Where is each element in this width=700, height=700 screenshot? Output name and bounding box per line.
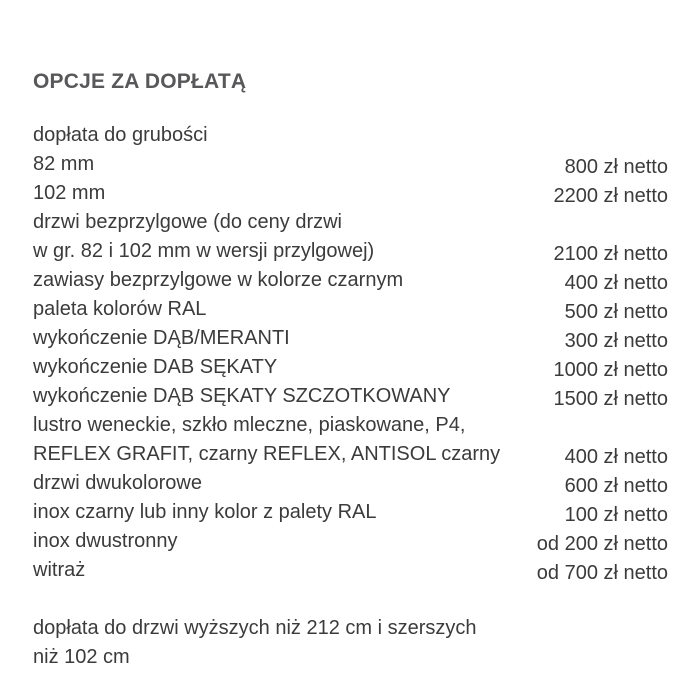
price-row [33,353,668,382]
option-description-line: zawiasy bezprzylgowe w kolorze czarnym [33,269,404,291]
option-description-line: inox czarny lub inny kolor z palety RAL [33,501,377,523]
option-description [33,556,85,585]
option-description-line: drzwi dwukolorowe [33,472,202,494]
option-price: 2100 zł netto [553,243,668,265]
option-description [33,150,94,179]
option-description [33,121,208,150]
price-row [33,266,668,295]
price-row [33,411,668,469]
price-row [33,382,668,411]
option-price: 1500 zł netto [553,388,668,410]
footer-note-line: niż 102 cm [33,646,130,668]
option-description [33,527,178,556]
option-description [33,382,451,411]
option-description [33,411,500,469]
option-price: od 200 zł netto [536,533,668,555]
option-price: 300 zł netto [564,330,668,352]
option-price: 400 zł netto [564,446,668,468]
option-price: 1000 zł netto [553,359,668,381]
price-row [33,295,668,324]
option-description-line: dopłata do grubości [33,124,208,146]
option-description-line: wykończenie DĄB/MERANTI [33,327,290,349]
option-price: 2200 zł netto [553,185,668,207]
option-description [33,295,206,324]
price-row [33,527,668,556]
price-row [33,469,668,498]
option-description-line: witraż [33,559,86,581]
price-row [33,121,668,150]
option-description [33,266,403,295]
option-description [33,353,277,382]
option-price: 500 zł netto [564,301,668,323]
page-title: OPCJE ZA DOPŁATĄ [33,70,247,93]
option-description-line: 102 mm [33,182,106,204]
option-price: od 700 zł netto [536,562,668,584]
footer-note [33,614,668,672]
option-description-line: wykończenie DĄB SĘKATY SZCZOTKOWANY [33,385,451,407]
price-row [33,208,668,266]
option-price: 600 zł netto [564,475,668,497]
price-list [33,121,668,585]
option-description-line: wykończenie DAB SĘKATY [33,356,278,378]
footer-note-line: dopłata do drzwi wyższych niż 212 cm i szerszych [33,617,477,639]
option-description-line: REFLEX GRAFIT, czarny REFLEX, ANTISOL czarny [33,443,501,465]
option-description [33,469,202,498]
price-row [33,556,668,585]
option-description-line: lustro weneckie, szkło mleczne, piaskowane, P4, [33,414,466,436]
option-description-line: inox dwustronny [33,530,178,552]
option-description [33,208,374,266]
price-row [33,498,668,527]
option-description [33,498,377,527]
option-price: 800 zł netto [564,156,668,178]
option-description [33,324,290,353]
option-description-line: 82 mm [33,153,95,175]
option-description-line: paleta kolorów RAL [33,298,207,320]
option-price: 100 zł netto [564,504,668,526]
option-description [33,179,105,208]
option-description-line: w gr. 82 i 102 mm w wersji przylgowej) [33,240,375,262]
price-row [33,324,668,353]
option-price: 400 zł netto [564,272,668,294]
price-row [33,150,668,179]
option-description-line: drzwi bezprzylgowe (do ceny drzwi [33,211,343,233]
price-row [33,179,668,208]
